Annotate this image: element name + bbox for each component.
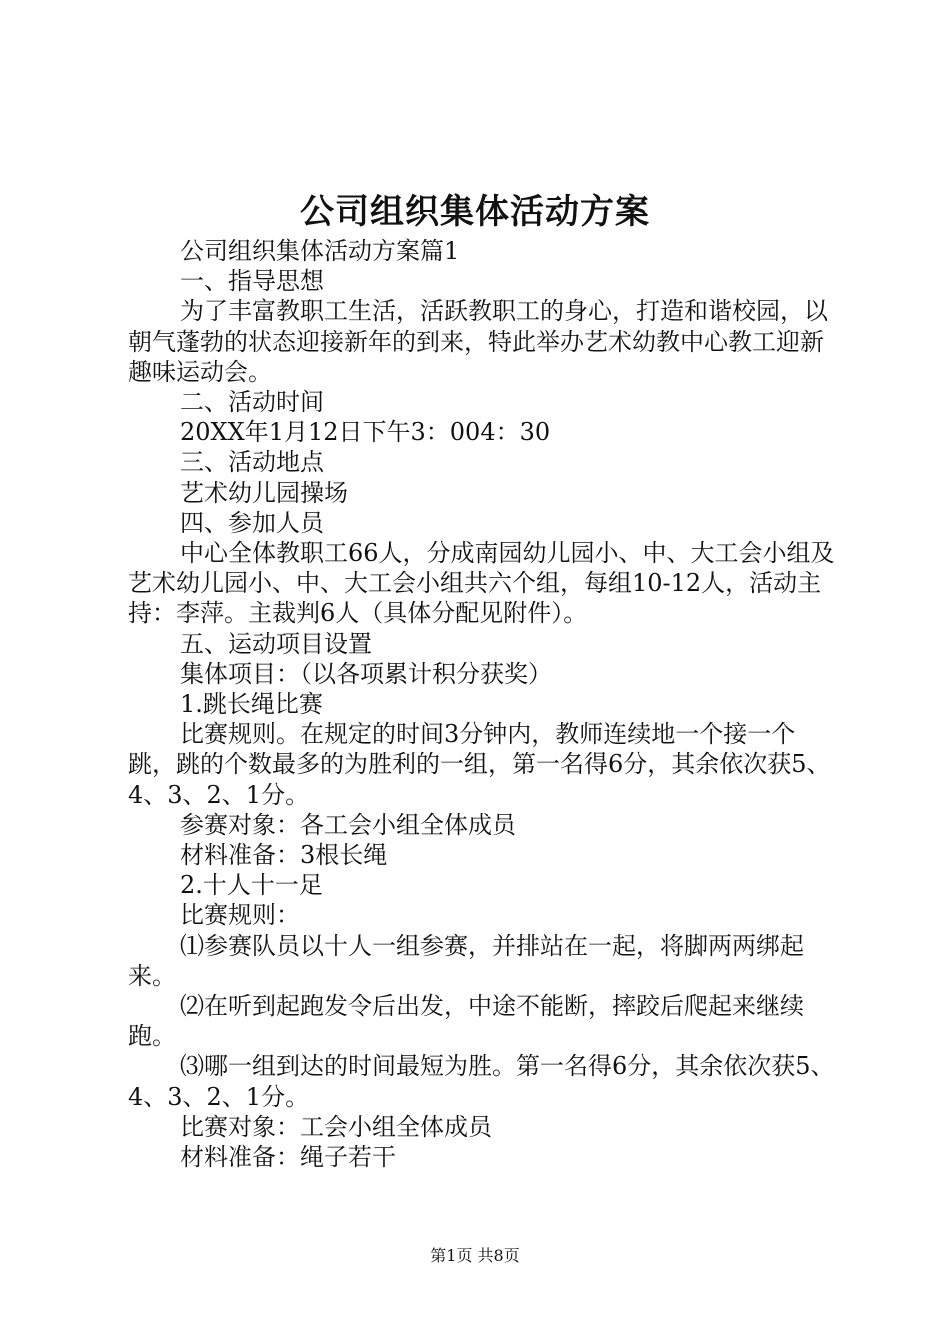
paragraph: ⑴参赛队员以十人一组参赛，并排站在一起，将脚两两绑起来。 [128, 931, 804, 990]
section-heading: 五、运动项目设置 [180, 629, 372, 658]
item-heading: 2.十人十一足 [180, 871, 323, 900]
paragraph: 材料准备：绳子若干 [180, 1143, 396, 1172]
paragraph: 比赛规则： [180, 901, 300, 930]
section-heading: 三、活动地点 [180, 448, 324, 477]
paragraph: 公司组织集体活动方案篇1 [180, 237, 460, 265]
paragraph: 参赛对象：各工会小组全体成员 [180, 810, 516, 839]
paragraph: 20XX年1月12日下午3：004：30 [180, 418, 551, 447]
section-heading: 一、指导思想 [180, 267, 324, 296]
paragraph: 艺术幼儿园操场 [180, 478, 348, 507]
paragraph: 比赛对象：工会小组全体成员 [180, 1112, 492, 1141]
paragraph: 中心全体教职工66人，分成南园幼儿园小、中、大工会小组及艺术幼儿园小、中、大工会小组共六个组，每组10-12人，活动主持：李萍。主裁判6人（具体分配见附件）。 [128, 539, 835, 628]
page-footer: 第1页 共8页 [430, 1246, 520, 1265]
section-heading: 四、参加人员 [180, 508, 324, 537]
paragraph: 比赛规则。在规定的时间3分钟内，教师连续地一个接一个跳，跳的个数最多的为胜利的一组，第一名得6分，其余依次获5、4、3、2、1分。 [128, 720, 831, 809]
paragraph: 集体项目：（以各项累计积分获奖） [180, 659, 552, 688]
paragraph: ⑵在听到起跑发令后出发，中途不能断，摔跤后爬起来继续跑。 [128, 992, 804, 1051]
document-body [128, 236, 836, 1172]
section-heading: 二、活动时间 [180, 388, 324, 417]
document-title: 公司组织集体活动方案 [300, 192, 650, 232]
paragraph: 材料准备：3根长绳 [180, 841, 388, 870]
item-heading: 1.跳长绳比赛 [180, 690, 323, 719]
paragraph: 为了丰富教职工生活，活跃教职工的身心，打造和谐校园，以朝气蓬勃的状态迎接新年的到来，特此举办艺术幼教中心教工迎新趣味运动会。 [128, 297, 828, 386]
paragraph: ⑶哪一组到达的时间最短为胜。第一名得6分，其余依次获5、4、3、2、1分。 [128, 1052, 835, 1111]
